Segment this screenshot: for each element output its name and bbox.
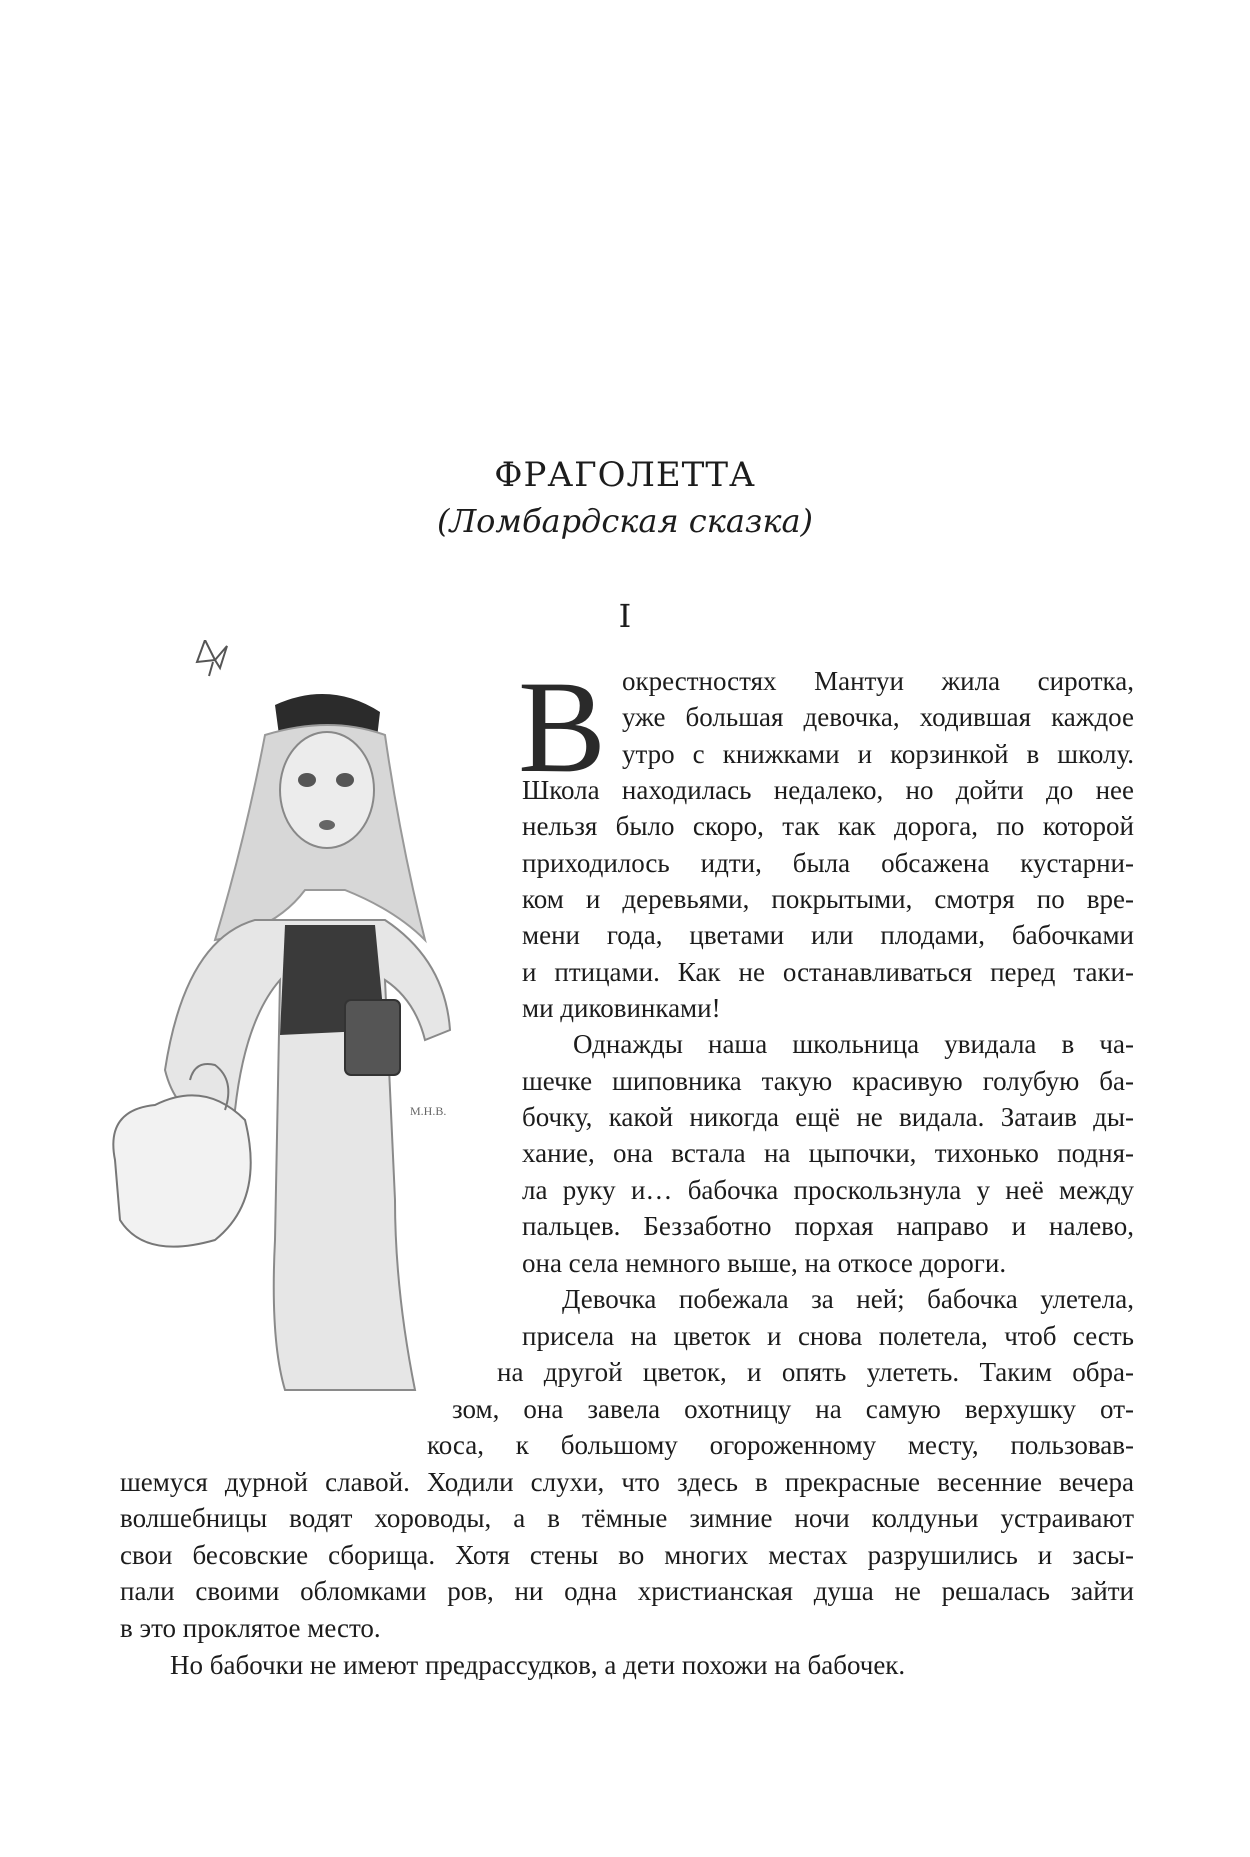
paragraph-line: и птицами. Как не останавливаться перед таки- [522,957,1134,987]
paragraph-line: зом, она завела охотницу на самую верхушку от- [452,1394,1134,1424]
paragraph-line: в это проклятое место. [120,1613,381,1643]
paragraph-line: ми диковинками! [522,993,721,1023]
paragraph-line: волшебницы водят хороводы, а в тёмные зимние ночи колдуньи устраивают [120,1503,1134,1533]
paragraph-line: Однажды наша школьница увидала в ча- [573,1029,1134,1059]
paragraph-line: уже большая девочка, ходившая каждое [622,702,1134,732]
paragraph-line: бочку, какой никогда ещё не видала. Затаив ды- [522,1102,1134,1132]
paragraph-line: пали своими обломками ров, ни одна христианская душа не решалась зайти [120,1576,1134,1606]
paragraph-line: окрестностях Мантуи жила сиротка, [622,666,1134,696]
paragraph-line: ком и деревьями, покрытыми, смотря по вре- [522,884,1134,914]
paragraph-line: шемуся дурной славой. Ходили слухи, что здесь в прекрасные весенние вечера [120,1467,1134,1497]
paragraph-line: на другой цветок, и опять улететь. Таким обра- [497,1357,1134,1387]
paragraph-line: утро с книжками и корзинкой в школу. [622,739,1134,769]
paragraph-line: приходилось идти, была обсажена кустарни- [522,848,1134,878]
drop-cap: В [518,653,607,800]
paragraph-line: хание, она встала на цыпочки, тихонько подня- [522,1138,1134,1168]
paragraph-line: присела на цветок и снова полетела, чтоб сесть [522,1321,1134,1351]
story-title: ФРАГОЛЕТТА [494,455,756,495]
chapter-number: I [618,597,632,635]
paragraph-line: свои бесовские сборища. Хотя стены во многих местах разрушились и засы- [120,1540,1134,1570]
paragraph-line: мени года, цветами или плодами, бабочками [522,920,1134,950]
paragraph-line: Девочка побежала за ней; бабочка улетела, [562,1284,1134,1314]
paragraph-line: Но бабочки не имеют предрассудков, а дети похожи на бабочек. [170,1650,906,1680]
story-subtitle: (Ломбардская сказка) [436,502,814,540]
paragraph-line: ла руку и… бабочка проскользнула у неё между [522,1175,1134,1205]
paragraph-line: шечке шиповника такую красивую голубую ба- [522,1066,1134,1096]
paragraph-line: коса, к большому огороженному месту, пользовав- [427,1430,1134,1460]
paragraph-line: пальцев. Беззаботно порхая направо и налево, [522,1211,1134,1241]
paragraph-line: Школа находилась недалеко, но дойти до нее [522,775,1134,805]
paragraph-line: нельзя было скоро, так как дорога, по которой [522,811,1134,841]
paragraph-line: она села немного выше, на откосе дороги. [522,1248,1007,1278]
artist-monogram: M.H.B. [410,1104,447,1118]
